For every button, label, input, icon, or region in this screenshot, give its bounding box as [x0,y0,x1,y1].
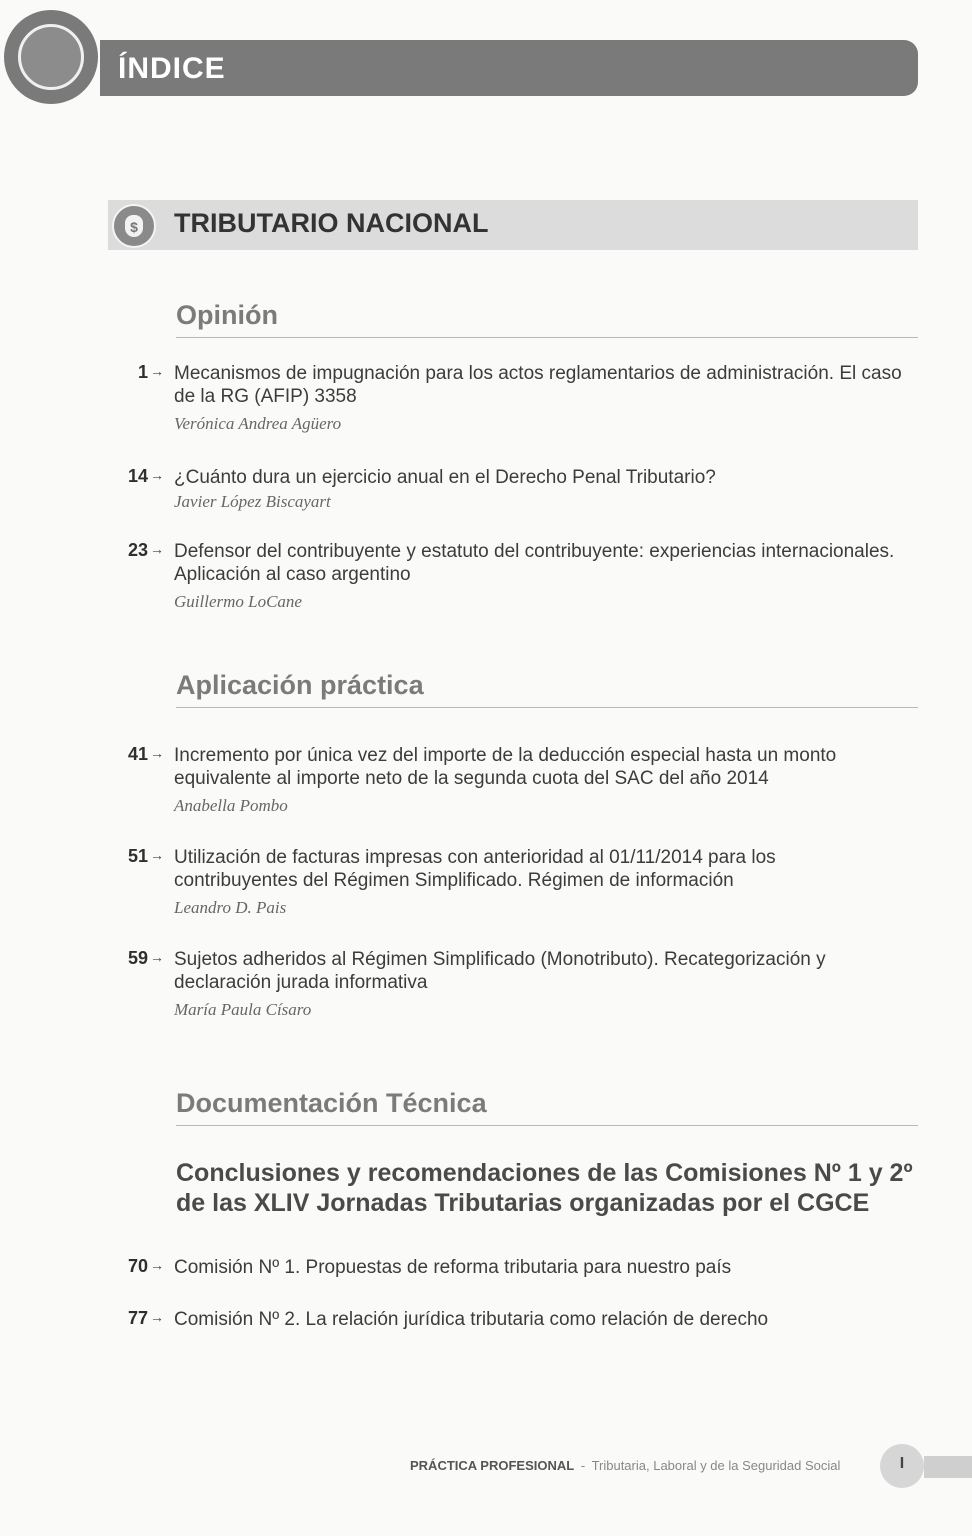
footer-page-number: I [899,1455,905,1472]
entry-title: Mecanismos de impugnación para los actos reglamentarios de administración. El caso de la RG (AFIP) 3358 [174,363,902,407]
heading-documentacion-tecnica: Documentación Técnica [176,1088,487,1118]
page-number: 14 [127,466,148,486]
dollar-sign-icon: $ [125,215,143,237]
arrow-icon: → [150,541,164,557]
page-number: 70 [127,1256,148,1276]
arrow-icon: → [150,847,164,863]
entry-author: Anabella Pombo [174,796,288,815]
entry-author: Verónica Andrea Agüero [174,414,342,433]
footer-separator: - [580,1458,586,1473]
footer-brand: PRÁCTICA PROFESIONAL [410,1458,575,1473]
section-title: TRIBUTARIO NACIONAL [174,208,489,238]
footer-subtitle: Tributaria, Laboral y de la Seguridad Social [591,1458,841,1473]
arrow-icon: → [150,363,164,379]
entry-author: María Paula Císaro [174,1000,312,1019]
page-number: 23 [127,540,148,560]
index-title: ÍNDICE [118,52,226,85]
arrow-icon: → [150,1257,164,1273]
footer-tab [924,1456,972,1478]
heading-aplicacion-practica: Aplicación práctica [176,670,424,700]
divider [176,707,918,708]
divider [176,337,918,338]
arrow-icon: → [150,467,164,483]
entry-author: Guillermo LoCane [174,592,302,611]
page-number: 1 [137,362,148,382]
page-number: 41 [127,744,148,764]
page-number: 59 [127,948,148,968]
document-block-title: Conclusiones y recomendaciones de las Comisiones Nº 1 y 2º de las XLIV Jornadas Tributarias organizadas por el CGCE [176,1159,913,1217]
entry-title: Utilización de facturas impresas con anterioridad al 01/11/2014 para los contribuyentes del Régimen Simplificado. Régimen de información [174,847,776,891]
entry-title: Comisión Nº 2. La relación jurídica tributaria como relación de derecho [174,1309,769,1330]
entry-title: Sujetos adheridos al Régimen Simplificado (Monotributo). Recategorización y declaración jurada informativa [174,949,826,993]
entry-title: ¿Cuánto dura un ejercicio anual en el Derecho Penal Tributario? [174,467,716,488]
header-circle-icon [4,10,98,104]
arrow-icon: → [150,745,164,761]
heading-opinion: Opinión [176,300,278,330]
page-number: 77 [127,1308,148,1328]
entry-author: Javier López Biscayart [174,492,331,511]
entry-title: Defensor del contribuyente y estatuto del contribuyente: experiencias internacionales. Aplicación al caso argentino [174,541,895,585]
money-bag-icon [112,204,156,248]
entry-title: Incremento por única vez del importe de la deducción especial hasta un monto equivalente al importe neto de la segunda cuota del SAC del año 2014 [174,745,837,789]
header-circle-inner [18,24,84,90]
arrow-icon: → [150,949,164,965]
entry-author: Leandro D. Pais [174,898,287,917]
arrow-icon: → [150,1309,164,1325]
footer [410,1458,840,1473]
page-number: 51 [127,846,148,866]
entry-title: Comisión Nº 1. Propuestas de reforma tributaria para nuestro país [174,1257,732,1278]
divider [176,1125,918,1126]
